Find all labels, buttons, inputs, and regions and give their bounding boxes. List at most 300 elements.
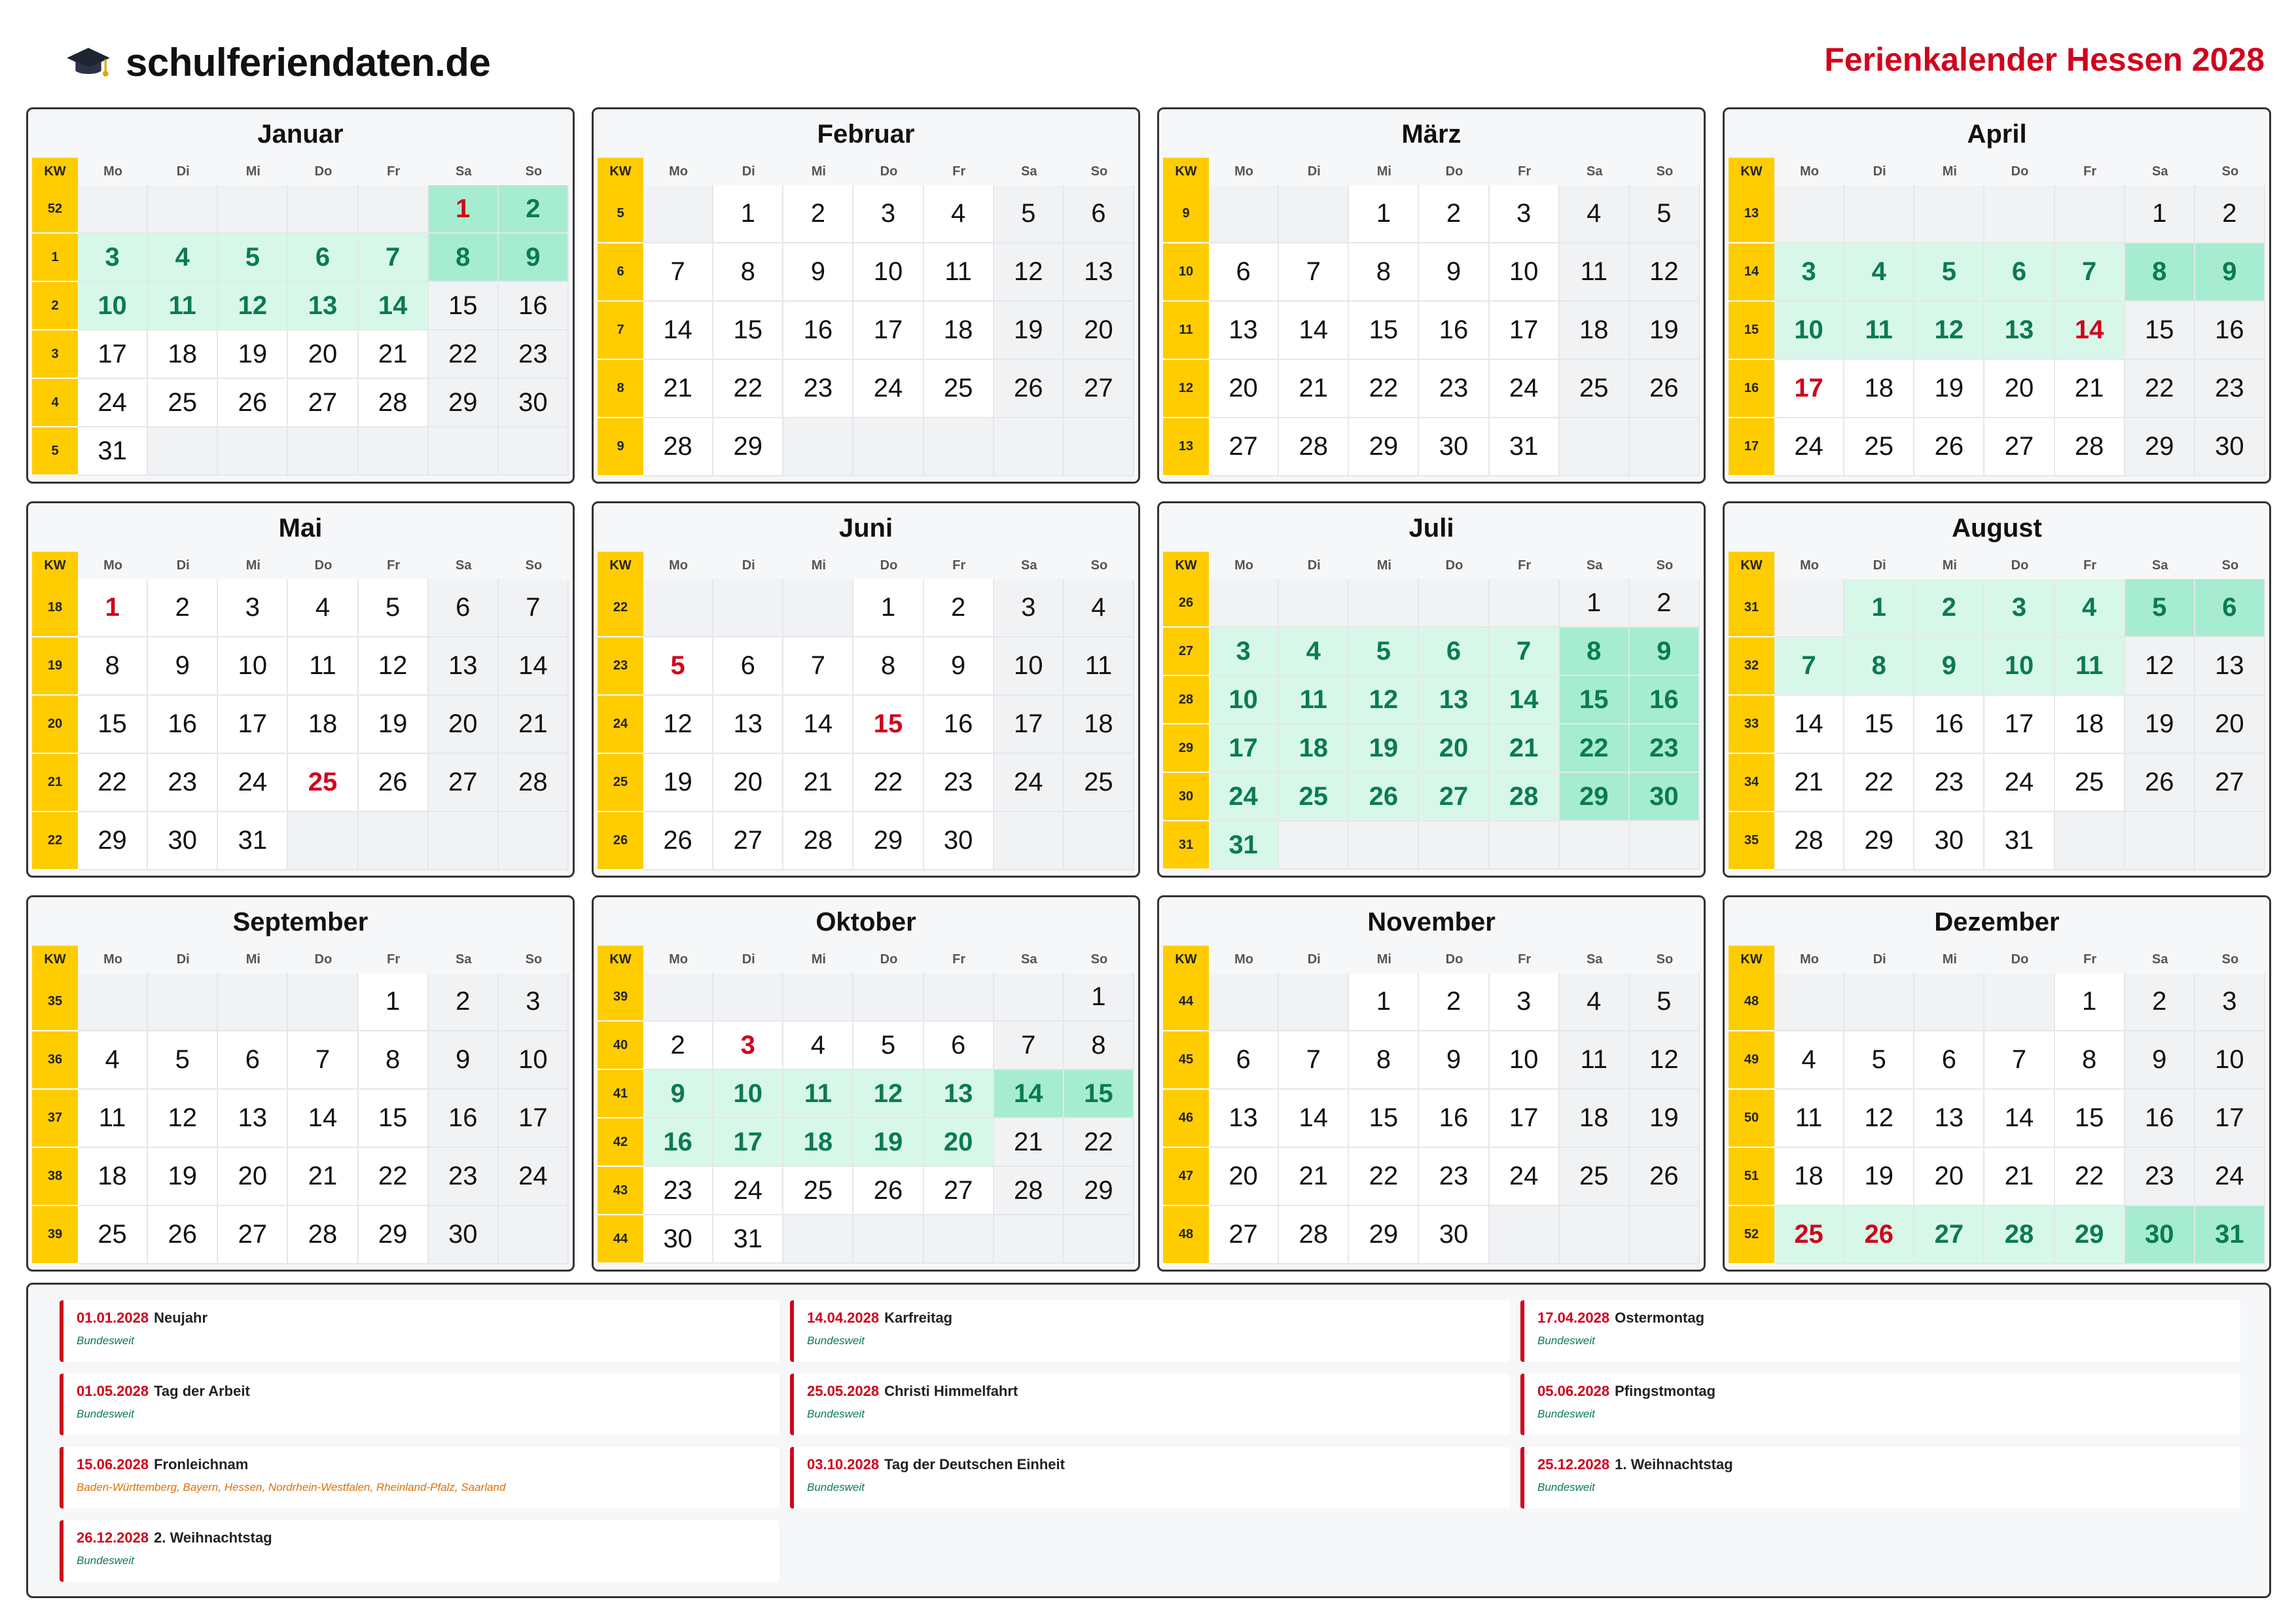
day-cell: 16 (1419, 302, 1489, 360)
day-cell: 2 (1419, 973, 1489, 1031)
day-cell: 12 (1349, 676, 1419, 724)
month-calendar (598, 158, 1134, 476)
empty-day-cell (288, 812, 358, 870)
holiday-name: Pfingstmontag (1615, 1383, 1716, 1399)
week-number: 13 (1729, 185, 1774, 243)
weekday-header: Do (1445, 164, 1463, 179)
day-cell: 15 (1349, 302, 1419, 360)
weekday-header: Sa (1021, 952, 1037, 967)
day-cell: 1 (853, 579, 924, 637)
empty-day-cell (1560, 1206, 1630, 1264)
weekday-header: Di (176, 164, 190, 179)
empty-day-cell (499, 1206, 569, 1264)
day-cell: 6 (1209, 1031, 1279, 1090)
day-cell: 21 (643, 360, 713, 418)
months-grid (26, 107, 2271, 1272)
day-cell: 19 (1630, 1090, 1700, 1148)
empty-day-cell (1349, 579, 1419, 628)
week-number: 52 (1729, 1206, 1774, 1264)
day-cell: 8 (1349, 243, 1419, 302)
holiday-line (1537, 1456, 2227, 1473)
weekday-header: So (2221, 558, 2239, 573)
empty-day-cell (1279, 185, 1349, 243)
day-cell: 9 (1630, 628, 1700, 676)
week-number: 16 (1729, 360, 1774, 418)
month-november (1157, 895, 1706, 1272)
day-cell: 7 (288, 1031, 358, 1090)
brand[interactable] (65, 39, 490, 85)
weekday-header: Mo (1234, 952, 1254, 967)
day-cell: 12 (994, 243, 1064, 302)
day-cell: 1 (713, 185, 783, 243)
weekday-header: Mo (1800, 952, 1820, 967)
empty-day-cell (1419, 579, 1489, 628)
weekday-header: Mo (1800, 558, 1820, 573)
day-cell: 8 (1844, 637, 1914, 696)
weekday-header: So (525, 164, 543, 179)
weekday-header: Sa (1021, 558, 1037, 573)
month-title: Juli (1408, 514, 1454, 543)
holiday-name: Christi Himmelfahrt (884, 1383, 1018, 1399)
holiday-name: Tag der Deutschen Einheit (884, 1456, 1065, 1472)
day-cell: 1 (1844, 579, 1914, 637)
day-cell: 19 (643, 754, 713, 812)
day-cell: 23 (783, 360, 853, 418)
kw-header: KW (32, 552, 78, 579)
day-cell: 5 (1349, 628, 1419, 676)
day-cell: 29 (1349, 418, 1419, 476)
empty-day-cell (148, 185, 218, 234)
weekday-header: Fr (387, 558, 401, 573)
day-cell: 23 (2125, 1148, 2195, 1206)
holiday-name: 1. Weihnachtstag (1615, 1456, 1733, 1472)
day-cell: 20 (713, 754, 783, 812)
day-cell: 13 (218, 1090, 288, 1148)
day-cell: 20 (218, 1148, 288, 1206)
week-number: 1 (32, 234, 78, 282)
weekday-header: Do (314, 164, 332, 179)
empty-day-cell (1630, 418, 1700, 476)
empty-day-cell (2195, 812, 2265, 870)
day-cell: 19 (1914, 360, 1984, 418)
day-cell: 11 (1844, 302, 1914, 360)
day-cell: 3 (499, 973, 569, 1031)
empty-day-cell (1279, 579, 1349, 628)
day-cell: 2 (148, 579, 218, 637)
day-cell: 9 (1419, 243, 1489, 302)
week-number: 41 (598, 1070, 643, 1118)
day-cell: 27 (1914, 1206, 1984, 1264)
weekday-header: Fr (387, 164, 401, 179)
day-cell: 21 (1279, 360, 1349, 418)
weekday-header: Mi (811, 952, 826, 967)
month-calendar (1729, 946, 2265, 1264)
weekday-header: Mo (669, 952, 689, 967)
day-cell: 2 (783, 185, 853, 243)
empty-day-cell (218, 427, 288, 476)
empty-day-cell (994, 1215, 1064, 1264)
empty-day-cell (853, 973, 924, 1022)
day-cell: 8 (713, 243, 783, 302)
day-cell: 18 (148, 330, 218, 379)
day-cell: 6 (218, 1031, 288, 1090)
day-cell: 14 (783, 696, 853, 754)
holiday-name: Tag der Arbeit (154, 1383, 250, 1399)
weekday-header: Sa (2152, 164, 2168, 179)
day-cell: 16 (2125, 1090, 2195, 1148)
empty-day-cell (359, 427, 429, 476)
day-cell: 4 (288, 579, 358, 637)
day-cell: 7 (994, 1022, 1064, 1070)
holiday-date: 25.05.2028 (807, 1383, 880, 1399)
holiday-item (1520, 1300, 2240, 1362)
empty-day-cell (643, 185, 713, 243)
day-cell: 15 (2055, 1090, 2125, 1148)
day-cell: 25 (1560, 360, 1630, 418)
day-cell: 11 (2055, 637, 2125, 696)
empty-day-cell (499, 812, 569, 870)
month-calendar (1729, 158, 2265, 476)
weekday-header: Di (1307, 952, 1321, 967)
day-cell: 22 (1064, 1118, 1134, 1167)
holiday-name: Neujahr (154, 1310, 208, 1326)
day-cell: 5 (994, 185, 1064, 243)
month-april (1723, 107, 2271, 484)
day-cell: 8 (2125, 243, 2195, 302)
holiday-legend (26, 1283, 2271, 1598)
holiday-date: 15.06.2028 (77, 1456, 149, 1472)
day-cell: 28 (1490, 773, 1560, 821)
day-cell: 2 (429, 973, 499, 1031)
day-cell: 6 (713, 637, 783, 696)
day-cell: 16 (1914, 696, 1984, 754)
day-cell: 5 (2125, 579, 2195, 637)
day-cell: 15 (853, 696, 924, 754)
weekday-header: Fr (1518, 558, 1532, 573)
holiday-item (790, 1300, 1510, 1362)
kw-header: KW (598, 946, 643, 973)
week-number: 2 (32, 282, 78, 330)
day-cell: 10 (713, 1070, 783, 1118)
day-cell: 10 (1490, 1031, 1560, 1090)
day-cell: 9 (499, 234, 569, 282)
day-cell: 1 (2055, 973, 2125, 1031)
day-cell: 8 (1560, 628, 1630, 676)
day-cell: 22 (1560, 724, 1630, 773)
day-cell: 25 (924, 360, 994, 418)
empty-day-cell (924, 973, 994, 1022)
day-cell: 5 (853, 1022, 924, 1070)
holiday-line (1537, 1383, 2227, 1400)
day-cell: 13 (288, 282, 358, 330)
empty-day-cell (994, 418, 1064, 476)
week-number: 49 (1729, 1031, 1774, 1090)
day-cell: 23 (2195, 360, 2265, 418)
day-cell: 13 (1984, 302, 2054, 360)
day-cell: 31 (2195, 1206, 2265, 1264)
day-cell: 23 (429, 1148, 499, 1206)
week-number: 24 (598, 696, 643, 754)
day-cell: 2 (2125, 973, 2195, 1031)
weekday-header: Mi (811, 558, 826, 573)
month-calendar (1163, 946, 1700, 1264)
empty-day-cell (924, 418, 994, 476)
holiday-item (60, 1447, 780, 1508)
day-cell: 27 (288, 379, 358, 427)
empty-day-cell (713, 579, 783, 637)
day-cell: 2 (643, 1022, 713, 1070)
weekday-header: Sa (1587, 164, 1603, 179)
month-title: November (1367, 908, 1496, 936)
day-cell: 21 (288, 1148, 358, 1206)
day-cell: 22 (1349, 1148, 1419, 1206)
day-cell: 13 (1209, 302, 1279, 360)
holiday-line (1537, 1310, 2227, 1327)
day-cell: 30 (499, 379, 569, 427)
holiday-region: Bundesweit (1537, 1481, 1595, 1493)
weekday-header: Do (2011, 952, 2029, 967)
day-cell: 28 (1279, 418, 1349, 476)
day-cell: 12 (148, 1090, 218, 1148)
day-cell: 10 (218, 637, 288, 696)
month-title: Mai (278, 514, 323, 543)
week-number: 28 (1163, 676, 1209, 724)
week-number: 35 (1729, 812, 1774, 870)
weekday-header: Sa (1021, 164, 1037, 179)
kw-header: KW (1729, 552, 1774, 579)
day-cell: 10 (78, 282, 148, 330)
day-cell: 25 (1279, 773, 1349, 821)
holiday-line (77, 1383, 766, 1400)
day-cell: 16 (643, 1118, 713, 1167)
weekday-header: Fr (1518, 952, 1532, 967)
week-number: 19 (32, 637, 78, 696)
holiday-region: Bundesweit (77, 1554, 134, 1567)
weekday-header: Fr (1518, 164, 1532, 179)
day-cell: 5 (1844, 1031, 1914, 1090)
day-cell: 23 (1419, 1148, 1489, 1206)
holiday-list (60, 1300, 2265, 1582)
day-cell: 4 (924, 185, 994, 243)
day-cell: 23 (1419, 360, 1489, 418)
empty-day-cell (1774, 185, 1844, 243)
day-cell: 3 (78, 234, 148, 282)
weekday-header: Sa (456, 952, 472, 967)
day-cell: 23 (643, 1167, 713, 1215)
day-cell: 31 (713, 1215, 783, 1264)
day-cell: 25 (78, 1206, 148, 1264)
empty-day-cell (499, 427, 569, 476)
day-cell: 12 (853, 1070, 924, 1118)
day-cell: 26 (148, 1206, 218, 1264)
day-cell: 6 (2195, 579, 2265, 637)
week-number: 3 (32, 330, 78, 379)
day-cell: 24 (78, 379, 148, 427)
day-cell: 18 (1560, 302, 1630, 360)
week-number: 38 (32, 1148, 78, 1206)
empty-day-cell (1630, 821, 1700, 870)
week-number: 32 (1729, 637, 1774, 696)
day-cell: 19 (1630, 302, 1700, 360)
empty-day-cell (853, 1215, 924, 1264)
day-cell: 10 (2195, 1031, 2265, 1090)
day-cell: 8 (1064, 1022, 1134, 1070)
day-cell: 26 (1844, 1206, 1914, 1264)
day-cell: 14 (499, 637, 569, 696)
day-cell: 31 (1490, 418, 1560, 476)
empty-day-cell (1984, 973, 2054, 1031)
day-cell: 13 (1064, 243, 1134, 302)
weekday-header: Fr (952, 952, 966, 967)
weekday-header: Sa (1587, 952, 1603, 967)
holiday-item (60, 1374, 780, 1435)
empty-day-cell (1774, 579, 1844, 637)
empty-day-cell (643, 579, 713, 637)
empty-day-cell (2125, 812, 2195, 870)
weekday-header: So (2221, 164, 2239, 179)
week-number: 39 (598, 973, 643, 1022)
month-title: April (1967, 120, 2027, 149)
day-cell: 13 (429, 637, 499, 696)
day-cell: 30 (1914, 812, 1984, 870)
day-cell: 31 (1984, 812, 2054, 870)
day-cell: 30 (643, 1215, 713, 1264)
day-cell: 25 (2055, 754, 2125, 812)
day-cell: 4 (1560, 973, 1630, 1031)
month-juni (592, 501, 1140, 878)
day-cell: 20 (429, 696, 499, 754)
day-cell: 6 (1064, 185, 1134, 243)
day-cell: 30 (1419, 1206, 1489, 1264)
day-cell: 21 (1490, 724, 1560, 773)
day-cell: 26 (643, 812, 713, 870)
day-cell: 24 (994, 754, 1064, 812)
day-cell: 5 (359, 579, 429, 637)
empty-day-cell (1064, 812, 1134, 870)
day-cell: 25 (148, 379, 218, 427)
day-cell: 21 (994, 1118, 1064, 1167)
holiday-item (60, 1520, 780, 1582)
week-number: 9 (598, 418, 643, 476)
week-number: 43 (598, 1167, 643, 1215)
weekday-header: Do (880, 164, 898, 179)
day-cell: 14 (288, 1090, 358, 1148)
day-cell: 8 (78, 637, 148, 696)
empty-day-cell (78, 185, 148, 234)
day-cell: 15 (1064, 1070, 1134, 1118)
day-cell: 13 (1209, 1090, 1279, 1148)
day-cell: 23 (148, 754, 218, 812)
day-cell: 16 (148, 696, 218, 754)
weekday-header: Mi (245, 952, 260, 967)
day-cell: 19 (218, 330, 288, 379)
week-number: 17 (1729, 418, 1774, 476)
day-cell: 22 (359, 1148, 429, 1206)
weekday-header: Di (1873, 164, 1886, 179)
day-cell: 19 (994, 302, 1064, 360)
day-cell: 14 (994, 1070, 1064, 1118)
month-title: September (232, 908, 368, 936)
day-cell: 2 (1914, 579, 1984, 637)
week-number: 50 (1729, 1090, 1774, 1148)
day-cell: 6 (1914, 1031, 1984, 1090)
weekday-header: So (1656, 164, 1674, 179)
holiday-date: 26.12.2028 (77, 1529, 149, 1546)
week-number: 48 (1729, 973, 1774, 1031)
month-dezember (1723, 895, 2271, 1272)
weekday-header: So (525, 952, 543, 967)
month-calendar (598, 552, 1134, 870)
day-cell: 11 (288, 637, 358, 696)
holiday-region: Bundesweit (807, 1481, 865, 1493)
day-cell: 27 (713, 812, 783, 870)
weekday-header: Di (742, 952, 755, 967)
weekday-header: Di (742, 164, 755, 179)
day-cell: 17 (218, 696, 288, 754)
day-cell: 16 (1419, 1090, 1489, 1148)
day-cell: 26 (1630, 360, 1700, 418)
month-title: März (1401, 120, 1462, 149)
empty-day-cell (1064, 1215, 1134, 1264)
weekday-header: Sa (1587, 558, 1603, 573)
weekday-header: Mi (1376, 952, 1391, 967)
day-cell: 2 (1630, 579, 1700, 628)
weekday-header: Di (176, 952, 190, 967)
empty-day-cell (1209, 579, 1279, 628)
empty-day-cell (1914, 973, 1984, 1031)
day-cell: 4 (148, 234, 218, 282)
day-cell: 28 (2055, 418, 2125, 476)
kw-header: KW (1163, 158, 1209, 185)
empty-day-cell (218, 973, 288, 1031)
day-cell: 20 (1914, 1148, 1984, 1206)
month-märz (1157, 107, 1706, 484)
month-title: Februar (817, 120, 915, 149)
empty-day-cell (2055, 812, 2125, 870)
week-number: 31 (1729, 579, 1774, 637)
week-number: 39 (32, 1206, 78, 1264)
week-number: 44 (1163, 973, 1209, 1031)
holiday-region: Baden-Württemberg, Bayern, Hessen, Nordrhein-Westfalen, Rheinland-Pfalz, Saarland (77, 1481, 506, 1493)
day-cell: 12 (359, 637, 429, 696)
day-cell: 25 (1560, 1148, 1630, 1206)
day-cell: 29 (359, 1206, 429, 1264)
kw-header: KW (598, 158, 643, 185)
day-cell: 27 (1209, 418, 1279, 476)
day-cell: 22 (713, 360, 783, 418)
week-number: 5 (598, 185, 643, 243)
empty-day-cell (924, 1215, 994, 1264)
day-cell: 5 (1630, 973, 1700, 1031)
day-cell: 21 (359, 330, 429, 379)
day-cell: 7 (1774, 637, 1844, 696)
weekday-header: Di (1307, 558, 1321, 573)
day-cell: 5 (218, 234, 288, 282)
day-cell: 10 (1209, 676, 1279, 724)
day-cell: 22 (2125, 360, 2195, 418)
day-cell: 30 (429, 1206, 499, 1264)
week-number: 35 (32, 973, 78, 1031)
holiday-date: 14.04.2028 (807, 1310, 880, 1326)
day-cell: 28 (499, 754, 569, 812)
day-cell: 1 (1560, 579, 1630, 628)
day-cell: 17 (1774, 360, 1844, 418)
weekday-header: Fr (952, 558, 966, 573)
holiday-name: Fronleichnam (154, 1456, 249, 1472)
day-cell: 18 (1064, 696, 1134, 754)
day-cell: 6 (288, 234, 358, 282)
day-cell: 28 (643, 418, 713, 476)
